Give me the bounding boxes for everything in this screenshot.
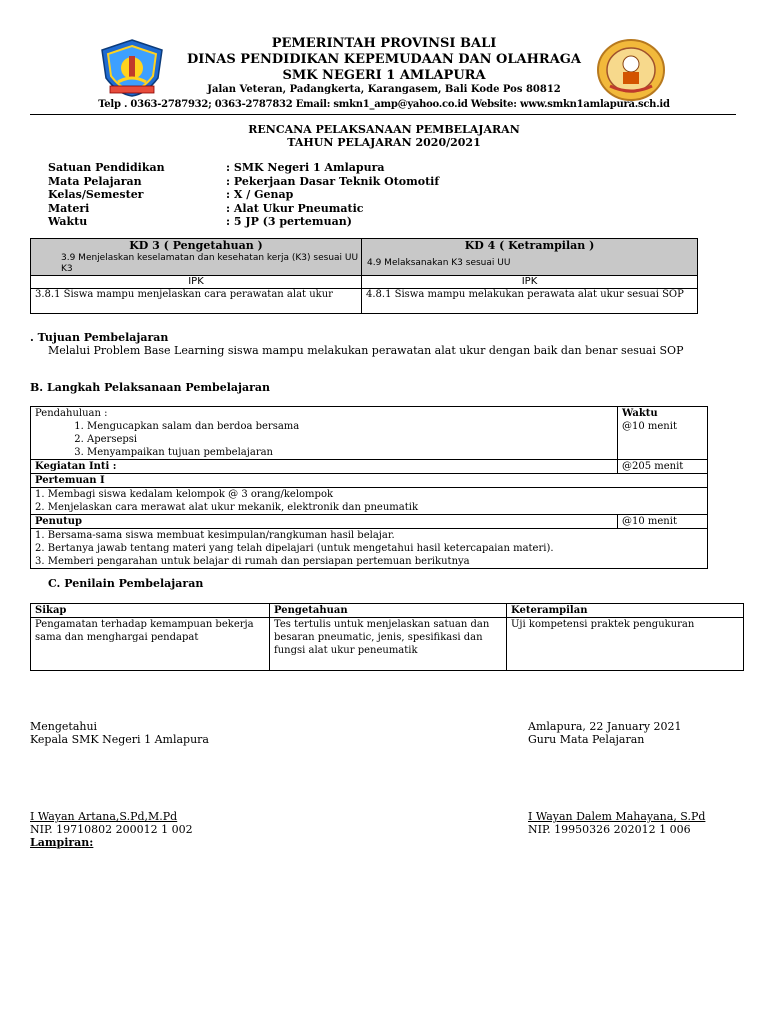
doc-subtitle: TAHUN PELAJARAN 2020/2021 (287, 136, 481, 149)
tujuan-heading: . Tujuan Pembelajaran (30, 331, 169, 344)
penilaian-col3-header: Keterampilan (507, 604, 744, 618)
ipk-label-left: IPK (31, 276, 362, 289)
penilaian-col2-header: Pengetahuan (270, 604, 507, 618)
identity-label: Waktu (48, 215, 88, 228)
letterhead-line3: SMK NEGERI 1 AMLAPURA (282, 68, 486, 83)
identity-label: Mata Pelajaran (48, 174, 142, 188)
penilaian-heading: C. Penilain Pembelajaran (48, 577, 204, 590)
list-item: 2. Menjelaskan cara merawat alat ukur mekanik, elektronik dan pneumatik (35, 502, 419, 513)
ipk-label-right: IPK (362, 276, 698, 289)
letterhead-address: Jalan Veteran, Padangkerta, Karangasem, Bali Kode Pos 80812 (207, 84, 561, 95)
identity-value: : X / Genap (226, 188, 294, 201)
identity-value: : 5 JP (3 pertemuan) (226, 215, 352, 228)
list-item: 1. Membagi siswa kedalam kelompok @ 3 orang/kelompok (35, 489, 334, 500)
penilaian-table (30, 603, 744, 671)
inti-label: Kegiatan Inti : (31, 460, 618, 474)
identity-value: : SMK Negeri 1 Amlapura (226, 161, 385, 174)
list-item: 3. Memberi pengarahan untuk belajar di rumah dan persiapan pertemuan berikutnya (35, 556, 470, 567)
penilaian-col2-text: Tes tertulis untuk menjelaskan satuan dan besaran pneumatic, jenis, spesifikasi dan fungsi alat ukur peneumatik (270, 618, 507, 671)
letterhead-contact: Telp . 0363-2787932; 0363-2787832 Email: smkn1_amp@yahoo.co.id Website: www.smkn1amlapura.sch.id (98, 99, 670, 110)
signature-left-line2: Kepala SMK Negeri 1 Amlapura (30, 733, 209, 746)
list-item: 2. Apersepsi (87, 433, 613, 446)
langkah-heading: B. Langkah Pelaksanaan Pembelajaran (30, 381, 271, 394)
identity-value: : Alat Ukur Pneumatic (226, 201, 364, 215)
signature-right-name: I Wayan Dalem Mahayana, S.Pd (528, 810, 706, 823)
list-item: 2. Bertanya jawab tentang materi yang telah dipelajari (untuk mengetahui hasil ketercapaian materi). (35, 543, 554, 554)
kd3-header: KD 3 ( Pengetahuan ) (129, 239, 263, 252)
penutup-label: Penutup (31, 515, 618, 529)
ipk4-text: 4.8.1 Siswa mampu melakukan perawata alat ukur sesuai SOP (362, 289, 698, 314)
langkah-table (30, 406, 708, 569)
inti-time: @205 menit (618, 460, 708, 474)
penilaian-col3-text: Uji kompetensi praktek pengukuran (507, 618, 744, 671)
kd4-text: 4.9 Melaksanakan K3 sesuai UU (367, 258, 511, 268)
identity-label: Materi (48, 201, 90, 215)
kd-table (30, 238, 698, 314)
signature-left-nip: NIP. 19710802 200012 1 002 (30, 823, 193, 836)
signature-left-name: I Wayan Artana,S.Pd,M.Pd (30, 810, 178, 823)
letterhead-line1: PEMERINTAH PROVINSI BALI (271, 36, 497, 51)
pendahuluan-list (35, 420, 613, 459)
list-item: 1. Bersama-sama siswa membuat kesimpulan/rangkuman hasil belajar. (35, 530, 395, 541)
signature-right-line2: Guru Mata Pelajaran (528, 733, 645, 746)
pertemuan-label: Pertemuan I (31, 474, 708, 488)
penutup-time: @10 menit (618, 515, 708, 529)
tujuan-text: Melalui Problem Base Learning siswa mampu melakukan perawatan alat ukur dengan baik dan benar sesuai SOP (48, 344, 684, 357)
lampiran-label: Lampiran: (30, 836, 94, 849)
ipk3-text: 3.8.1 Siswa mampu menjelaskan cara perawatan alat ukur (31, 289, 362, 314)
waktu-label: Waktu (622, 408, 658, 419)
identity-label: Satuan Pendidikan (48, 161, 165, 174)
list-item: 1. Mengucapkan salam dan berdoa bersama (87, 420, 613, 433)
letterhead-line2: DINAS PENDIDIKAN KEPEMUDAAN DAN OLAHRAGA (187, 52, 581, 67)
doc-title: RENCANA PELAKSANAAN PEMBELAJARAN (248, 123, 520, 136)
kd3-text: 3.9 Menjelaskan keselamatan dan kesehatan kerja (K3) sesuai UU K3 (61, 253, 359, 274)
identity-label: Kelas/Semester (48, 188, 144, 201)
penilaian-col1-text: Pengamatan terhadap kemampuan bekerja sama dan menghargai pendapat (31, 618, 270, 671)
penilaian-col1-header: Sikap (31, 604, 270, 618)
identity-value: : Pekerjaan Dasar Teknik Otomotif (226, 174, 440, 188)
signature-right-block (528, 810, 705, 836)
signature-right-line1: Amlapura, 22 January 2021 (528, 720, 682, 733)
signature-right (528, 720, 682, 746)
letterhead-divider (30, 114, 736, 115)
signature-right-nip: NIP. 19950326 202012 1 006 (528, 823, 691, 836)
pendahuluan-time: @10 menit (622, 421, 677, 432)
kd4-header: KD 4 ( Ketrampilan ) (464, 239, 595, 252)
signature-left (30, 720, 209, 746)
pendahuluan-label: Pendahuluan : (35, 408, 108, 419)
list-item: 3. Menyampaikan tujuan pembelajaran (87, 446, 613, 459)
identity-block (48, 161, 439, 229)
signature-left-block (30, 810, 193, 849)
signature-left-line1: Mengetahui (30, 720, 98, 733)
